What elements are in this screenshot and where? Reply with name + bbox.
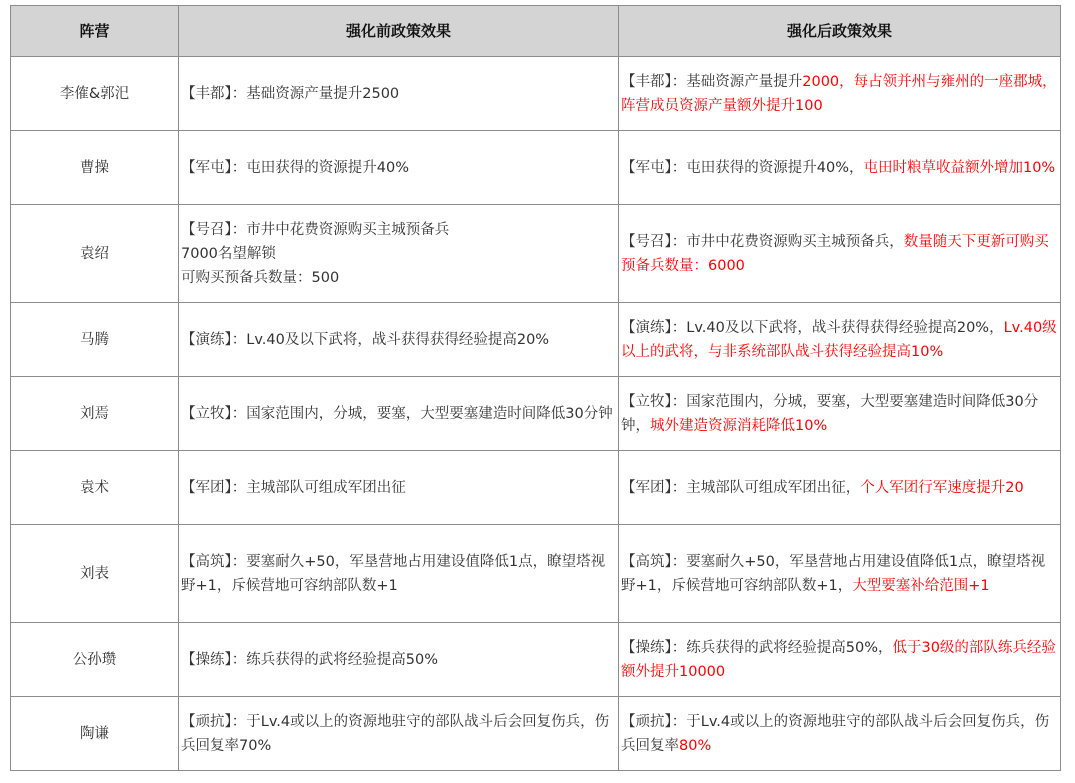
table-row bbox=[11, 525, 1061, 623]
table-row bbox=[11, 377, 1061, 451]
policy-comparison-table bbox=[10, 5, 1061, 771]
after-effect-cell bbox=[619, 57, 1061, 131]
before-effect-cell bbox=[179, 451, 619, 525]
after-effect-highlight: 低于30级的部队练兵经验额外提升10000 bbox=[621, 639, 1056, 680]
after-effect-text: 【高筑】：要塞耐久+50，军垦营地占用建设值降低1点，瞭望塔视野+1，斥候营地可容纳部队数+1， bbox=[621, 553, 1046, 594]
header-after-effect: 强化后政策效果 bbox=[619, 6, 1061, 57]
faction-cell: 袁术 bbox=[11, 451, 179, 525]
after-effect-text: 【顽抗】：于Lv.4或以上的资源地驻守的部队战斗后会回复伤兵，伤兵回复率 bbox=[621, 713, 1050, 754]
after-effect-highlight: 数量随天下更新可购买预备兵数量：6000 bbox=[621, 233, 1049, 274]
after-effect-cell bbox=[619, 525, 1061, 623]
before-effect-cell bbox=[179, 697, 619, 771]
before-effect-line: 【号召】：市井中花费资源购买主城预备兵 bbox=[181, 221, 450, 238]
after-effect-text: 【号召】：市井中花费资源购买主城预备兵， bbox=[621, 233, 904, 250]
after-effect-cell bbox=[619, 451, 1061, 525]
after-effect-highlight: 城外建造资源消耗降低10% bbox=[650, 417, 828, 434]
after-effect-cell bbox=[619, 377, 1061, 451]
after-effect-highlight: 80% bbox=[679, 737, 712, 754]
faction-cell: 袁绍 bbox=[11, 205, 179, 303]
faction-cell: 李傕&郭汜 bbox=[11, 57, 179, 131]
after-effect-cell bbox=[619, 697, 1061, 771]
before-effect-cell bbox=[179, 57, 619, 131]
after-effect-highlight: Lv.40级以上的武将，与非系统部队战斗获得经验提高10% bbox=[621, 319, 1057, 360]
faction-cell: 马腾 bbox=[11, 303, 179, 377]
after-effect-highlight: 大型要塞补给范围+1 bbox=[852, 577, 990, 594]
before-effect-line: 【演练】：Lv.40及以下武将，战斗获得获得经验提高20% bbox=[181, 331, 550, 348]
before-effect-cell bbox=[179, 131, 619, 205]
after-effect-highlight: 屯田时粮草收益额外增加10% bbox=[863, 159, 1056, 176]
table-row bbox=[11, 303, 1061, 377]
faction-cell: 陶谦 bbox=[11, 697, 179, 771]
after-effect-text: 【丰都】：基础资源产量提升 bbox=[621, 73, 803, 90]
faction-cell: 曹操 bbox=[11, 131, 179, 205]
before-effect-line: 【军屯】：屯田获得的资源提升40% bbox=[181, 159, 409, 176]
table-row bbox=[11, 131, 1061, 205]
after-effect-highlight: 2000，每占领并州与雍州的一座郡城，阵营成员资源产量额外提升100 bbox=[621, 73, 1057, 114]
after-effect-cell bbox=[619, 623, 1061, 697]
after-effect-text: 【操练】：练兵获得的武将经验提高50%， bbox=[621, 639, 893, 656]
before-effect-cell bbox=[179, 623, 619, 697]
after-effect-text: 【军团】：主城部队可组成军团出征， bbox=[621, 479, 861, 496]
before-effect-line: 【军团】：主城部队可组成军团出征 bbox=[181, 479, 406, 496]
before-effect-line: 可购买预备兵数量：500 bbox=[181, 269, 340, 286]
faction-cell: 刘焉 bbox=[11, 377, 179, 451]
before-effect-line: 【顽抗】：于Lv.4或以上的资源地驻守的部队战斗后会回复伤兵，伤兵回复率70% bbox=[181, 713, 610, 754]
header-faction: 阵营 bbox=[11, 6, 179, 57]
table-row bbox=[11, 205, 1061, 303]
before-effect-line: 【操练】：练兵获得的武将经验提高50% bbox=[181, 651, 438, 668]
table-row bbox=[11, 623, 1061, 697]
after-effect-cell bbox=[619, 205, 1061, 303]
after-effect-highlight: 个人军团行军速度提升20 bbox=[860, 479, 1024, 496]
before-effect-cell bbox=[179, 205, 619, 303]
after-effect-text: 【立牧】：国家范围内，分城，要塞，大型要塞建造时间降低30分钟， bbox=[621, 393, 1039, 434]
before-effect-line: 【高筑】：要塞耐久+50，军垦营地占用建设值降低1点，瞭望塔视野+1，斥候营地可容纳部队数+1 bbox=[181, 553, 606, 594]
table-header-row bbox=[11, 6, 1061, 57]
table-row bbox=[11, 451, 1061, 525]
after-effect-cell bbox=[619, 131, 1061, 205]
before-effect-cell bbox=[179, 377, 619, 451]
after-effect-text: 【演练】：Lv.40及以下武将，战斗获得获得经验提高20%， bbox=[621, 319, 1004, 336]
before-effect-line: 7000名望解锁 bbox=[181, 245, 276, 262]
before-effect-line: 【立牧】：国家范围内，分城，要塞，大型要塞建造时间降低30分钟 bbox=[181, 405, 613, 422]
after-effect-text: 【军屯】：屯田获得的资源提升40%， bbox=[621, 159, 864, 176]
table-row bbox=[11, 57, 1061, 131]
before-effect-cell bbox=[179, 303, 619, 377]
faction-cell: 刘表 bbox=[11, 525, 179, 623]
header-before-effect: 强化前政策效果 bbox=[179, 6, 619, 57]
policy-table-container bbox=[10, 5, 1061, 771]
before-effect-line: 【丰都】：基础资源产量提升2500 bbox=[181, 85, 400, 102]
after-effect-cell bbox=[619, 303, 1061, 377]
before-effect-cell bbox=[179, 525, 619, 623]
faction-cell: 公孙瓒 bbox=[11, 623, 179, 697]
table-row bbox=[11, 697, 1061, 771]
